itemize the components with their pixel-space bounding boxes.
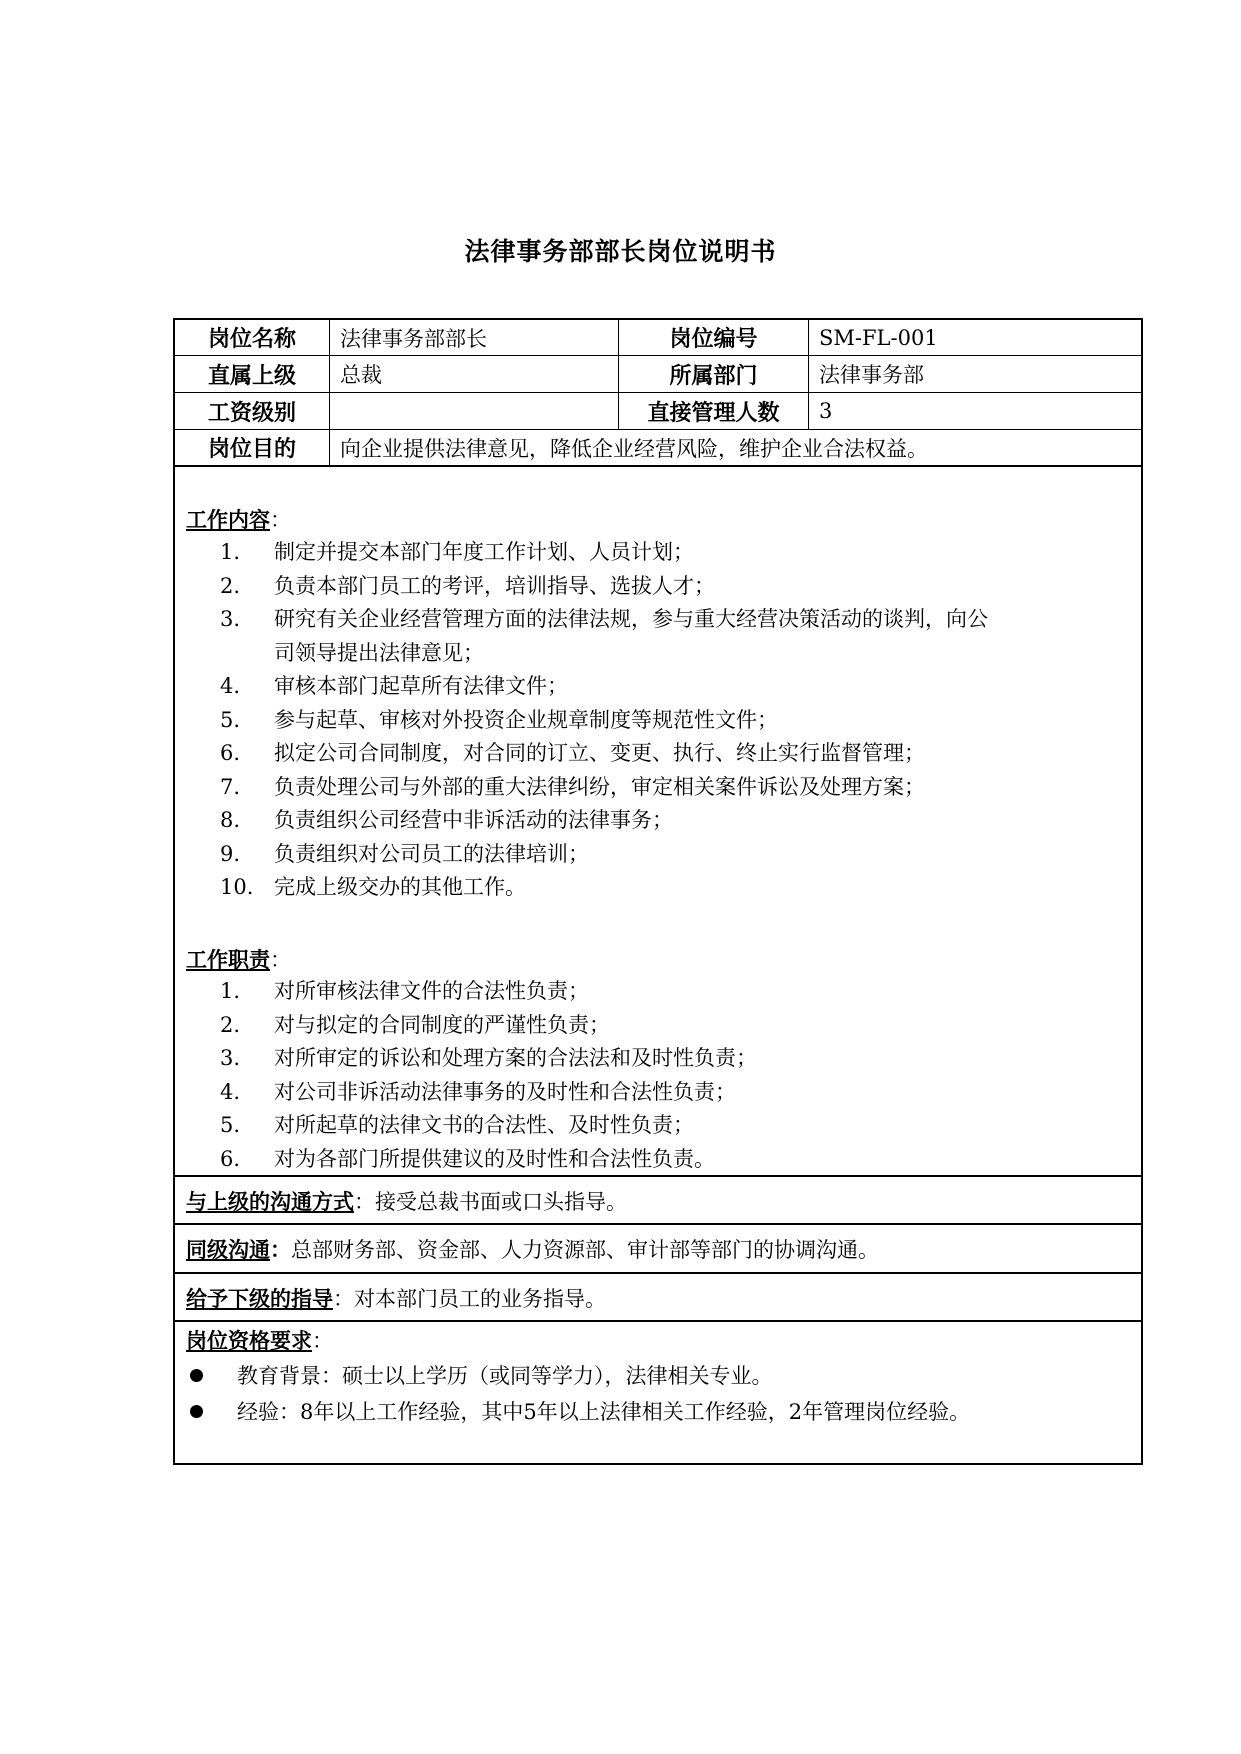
- work-content-list: [0, 536, 1241, 905]
- list-item: 6. 对为各部门所提供建议的及时性和合法性负责。: [220, 1146, 715, 1171]
- subordinate-guidance-heading: 给予下级的指导: [186, 1287, 333, 1311]
- superior-communication-row: [186, 1186, 627, 1216]
- list-item: 2. 对与拟定的合同制度的严谨性负责；: [220, 1012, 610, 1037]
- list-item: 1. 制定并提交本部门年度工作计划、人员计划；: [220, 540, 694, 564]
- superior-communication-heading: 与上级的沟通方式: [186, 1190, 354, 1214]
- direct-reports-label: 直接管理人数: [647, 400, 780, 426]
- bullet-icon: [190, 1405, 203, 1418]
- heading-colon: ：: [333, 1287, 354, 1311]
- qualification-item: 教育背景：硕士以上学历（或同等学力），法律相关专业。: [186, 1360, 773, 1390]
- heading-colon: ：: [354, 1190, 375, 1214]
- bullet-icon: [190, 1369, 203, 1382]
- work-content-heading: 工作内容：: [186, 504, 291, 534]
- position-name-label: 岗位名称: [207, 327, 296, 352]
- department-label: 所属部门: [669, 363, 758, 389]
- list-item: 3. 研究有关企业经营管理方面的法律法规，参与重大经营决策活动的谈判，向公 司领导提出法律意见；: [0, 603, 1241, 670]
- qualifications-heading: 岗位资格要求：: [186, 1325, 333, 1355]
- list-item: 3. 对所审定的诉讼和处理方案的合法法和及时性负责；: [220, 1046, 757, 1070]
- position-code-value: SM-FL-001: [819, 325, 938, 350]
- row-divider: [173, 465, 1143, 467]
- list-item: 9. 负责组织对公司员工的法律培训；: [220, 841, 589, 866]
- list-item: 8. 负责组织公司经营中非诉活动的法律事务；: [220, 808, 673, 832]
- list-item: 5. 参与起草、审核对外投资企业规章制度等规范性文件；: [220, 707, 778, 732]
- purpose-value: 向企业提供法律意见，降低企业经营风险，维护企业合法权益。: [340, 436, 928, 461]
- list-item: 4. 审核本部门起草所有法律文件；: [220, 674, 568, 698]
- row-divider: [173, 1272, 1143, 1274]
- peer-communication-row: [186, 1234, 879, 1264]
- responsibilities-list: [0, 975, 1241, 1176]
- list-item: 5. 对所起草的法律文书的合法性、及时性负责；: [220, 1113, 694, 1137]
- row-divider: [173, 1223, 1143, 1225]
- direct-reports-value: 3: [819, 399, 833, 423]
- department-value: 法律事务部: [819, 363, 924, 387]
- direct-superior-value: 总裁: [340, 363, 382, 387]
- list-item: 1. 对所审核法律文件的合法性负责；: [220, 979, 589, 1003]
- heading-colon: ：: [270, 948, 291, 972]
- list-item: 2. 负责本部门员工的考评，培训指导、选拔人才；: [220, 573, 715, 598]
- heading-colon: ：: [312, 1329, 333, 1353]
- list-item: 10. 完成上级交办的其他工作。: [220, 875, 526, 899]
- list-item: 7. 负责处理公司与外部的重大法律纠纷，审定相关案件诉讼及处理方案；: [220, 774, 925, 799]
- list-item-continuation: 司领导提出法律意见；: [274, 640, 484, 665]
- salary-grade-label: 工资级别: [207, 400, 296, 426]
- row-divider: [173, 1320, 1143, 1322]
- list-item: 6. 拟定公司合同制度，对合同的订立、变更、执行、终止实行监督管理；: [220, 741, 925, 765]
- position-name-value: 法律事务部部长: [340, 326, 487, 351]
- subordinate-guidance-text: 对本部门员工的业务指导。: [354, 1287, 606, 1311]
- heading-colon: ：: [270, 1237, 291, 1262]
- peer-communication-text: 总部财务部、资金部、人力资源部、审计部等部门的协调沟通。: [291, 1238, 879, 1262]
- peer-communication-heading: 同级沟通: [186, 1238, 270, 1262]
- qualification-item: 经验：8年以上工作经验，其中5年以上法律相关工作经验，2年管理岗位经验。: [186, 1396, 970, 1426]
- salary-grade-value: [330, 393, 618, 429]
- superior-communication-text: 接受总裁书面或口头指导。: [375, 1190, 627, 1214]
- heading-colon: ：: [270, 508, 291, 532]
- direct-superior-label: 直属上级: [207, 363, 296, 389]
- purpose-label: 岗位目的: [207, 437, 296, 462]
- position-code-label: 岗位编号: [669, 327, 758, 352]
- responsibilities-heading: 工作职责：: [186, 944, 291, 974]
- list-item: 4. 对公司非诉活动法律事务的及时性和合法性负责；: [220, 1079, 736, 1104]
- document-title: 法律事务部部长岗位说明书: [464, 237, 777, 266]
- subordinate-guidance-row: [186, 1283, 606, 1313]
